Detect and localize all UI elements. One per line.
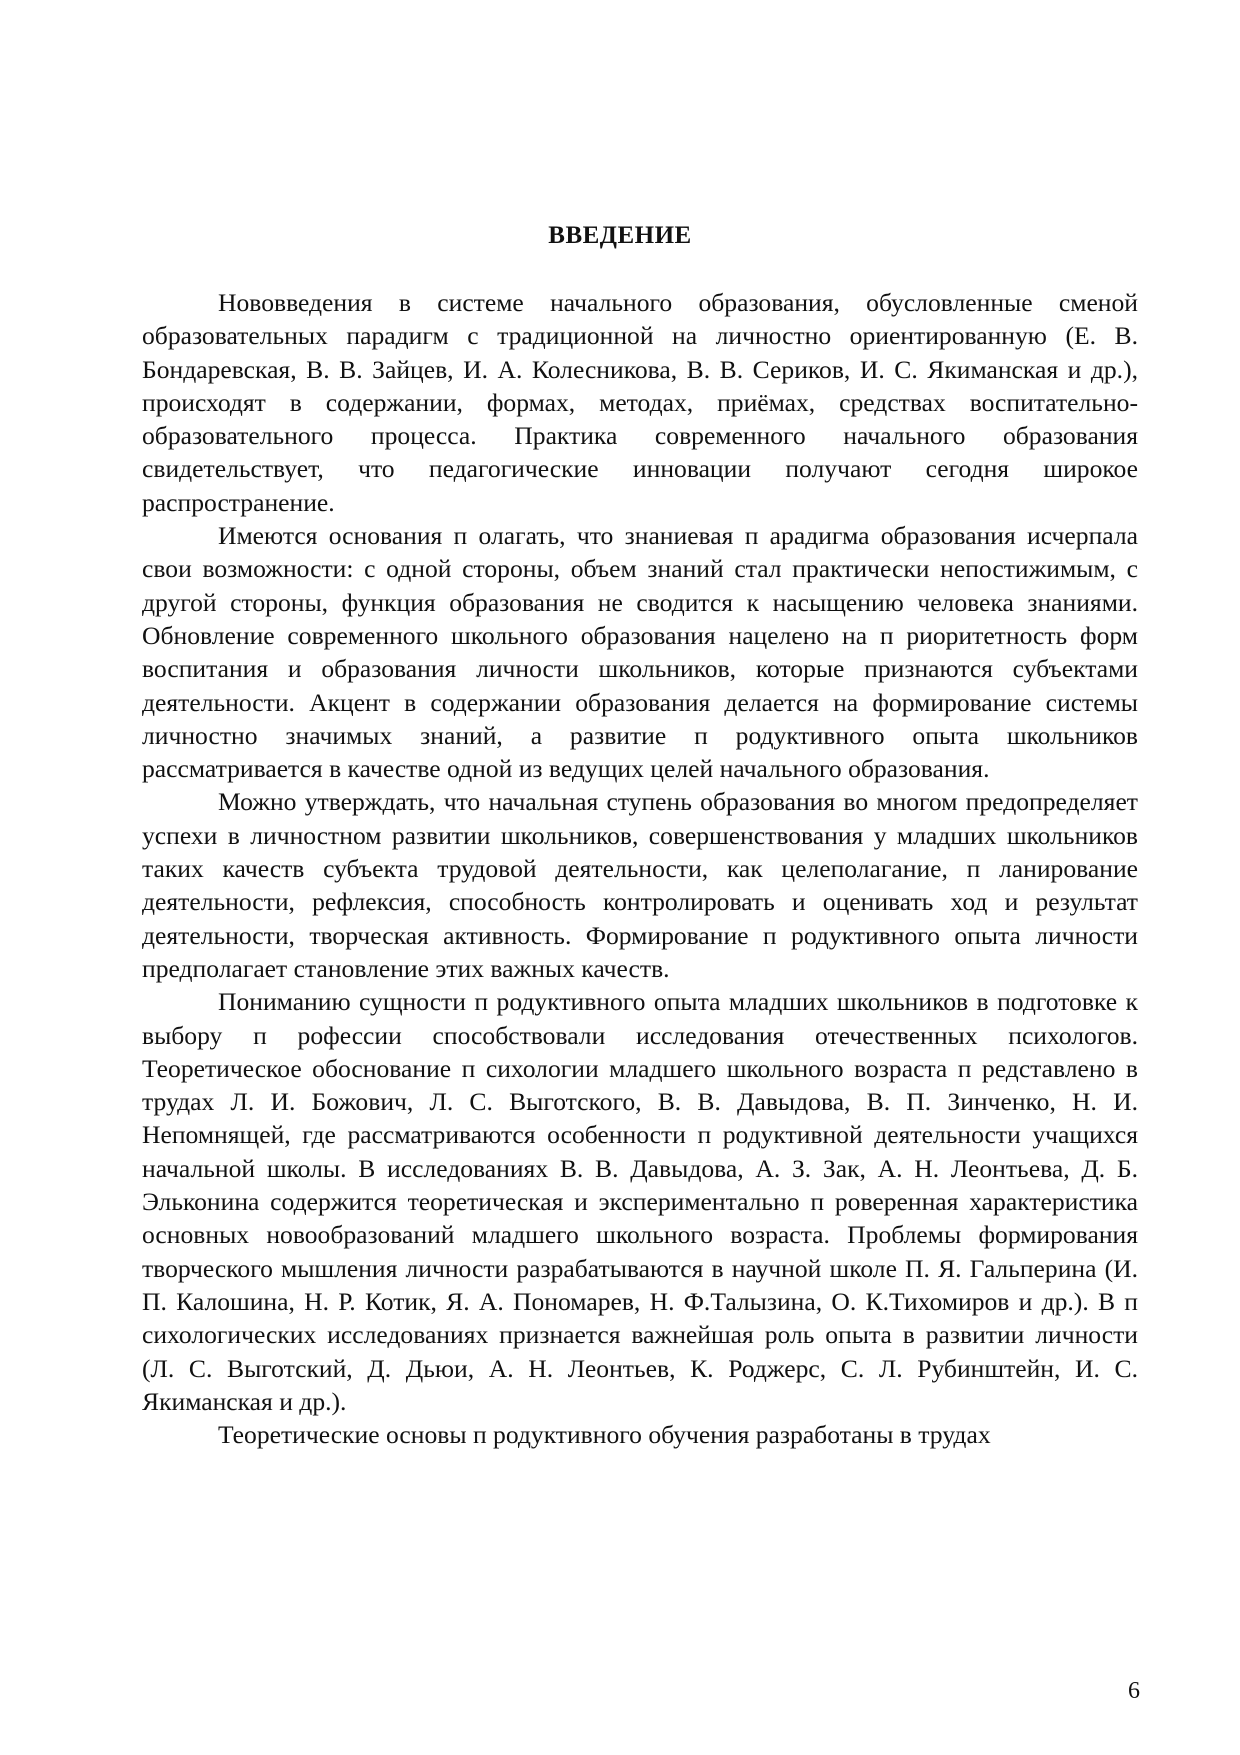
paragraph-1: Нововведения в системе начального образования, обусловленные сменой образовательных парадигм с традиционной на личностно ориентированную (Е. В. Бондаревская, В. В. Зайцев, И. А. Колесникова, В. В. Сериков, И. С. Якиманская и др.), происходят в содержании, формах, методах, приёмах, средствах воспитательно-образовательного процесса. Практика современного начального образования свидетельствует, что педагогические инновации получают сегодня широкое распространение. [142,288,1138,517]
paragraph-5: Теоретические основы п родуктивного обучения разработаны в трудах [218,1420,991,1450]
paragraph-4: Пониманию сущности п родуктивного опыта младших школьников в подготовке к выбору п рофессии способствовали исследования отечественных психологов. Теоретическое обоснование п сихологии младшего школьного возраста п редставлено в трудах Л. И. Божович, Л. С. Выготского, В. В. Давыдова, В. П. Зинченко, Н. И. Непомнящей, где рассматриваются особенности п родуктивной деятельности учащихся начальной школы. В исследованиях В. В. Давыдова, А. З. Зак, А. Н. Леонтьева, Д. Б. Эльконина содержится теоретическая и экспериментально п роверенная характеристика основных новообразований младшего школьного возраста. Проблемы формирования творческого мышления личности разрабатываются в научной школе П. Я. Гальперина (И. П. Калошина, Н. Р. Котик, Я. А. Пономарев, Н. Ф.Талызина, О. К.Тихомиров и др.). В п сихологических исследованиях признается важнейшая роль опыта в развитии личности (Л. С. Выготский, Д. Дьюи, А. Н. Леонтьев, К. Роджерс, С. Л. Рубинштейн, И. С. Якиманская и др.). [142,987,1138,1416]
paragraph-2: Имеются основания п олагать, что знаниевая п арадигма образования исчерпала свои возможности: с одной стороны, объем знаний стал практически непостижимым, с другой стороны, функция образования не сводится к насыщению человека знаниями. Обновление современного школьного образования нацелено на п риоритетность форм воспитания и образования личности школьников, которые признаются субъектами деятельности. Акцент в содержании образования делается на формирование системы личностно значимых знаний, а развитие п родуктивного опыта школьников рассматривается в качестве одной из ведущих целей начального образования. [142,521,1138,784]
section-title: ВВЕДЕНИЕ [548,222,692,249]
paragraph-3: Можно утверждать, что начальная ступень образования во многом предопределяет успехи в личностном развитии школьников, совершенствования у младших школьников таких качеств субъекта трудовой деятельности, как целеполагание, п ланирование деятельности, рефлексия, способность контролировать и оценивать ход и результат деятельности, творческая активность. Формирование п родуктивного опыта личности предполагает становление этих важных качеств. [142,787,1138,983]
body-text [142,286,1138,1451]
page-number: 6 [1128,1678,1140,1704]
